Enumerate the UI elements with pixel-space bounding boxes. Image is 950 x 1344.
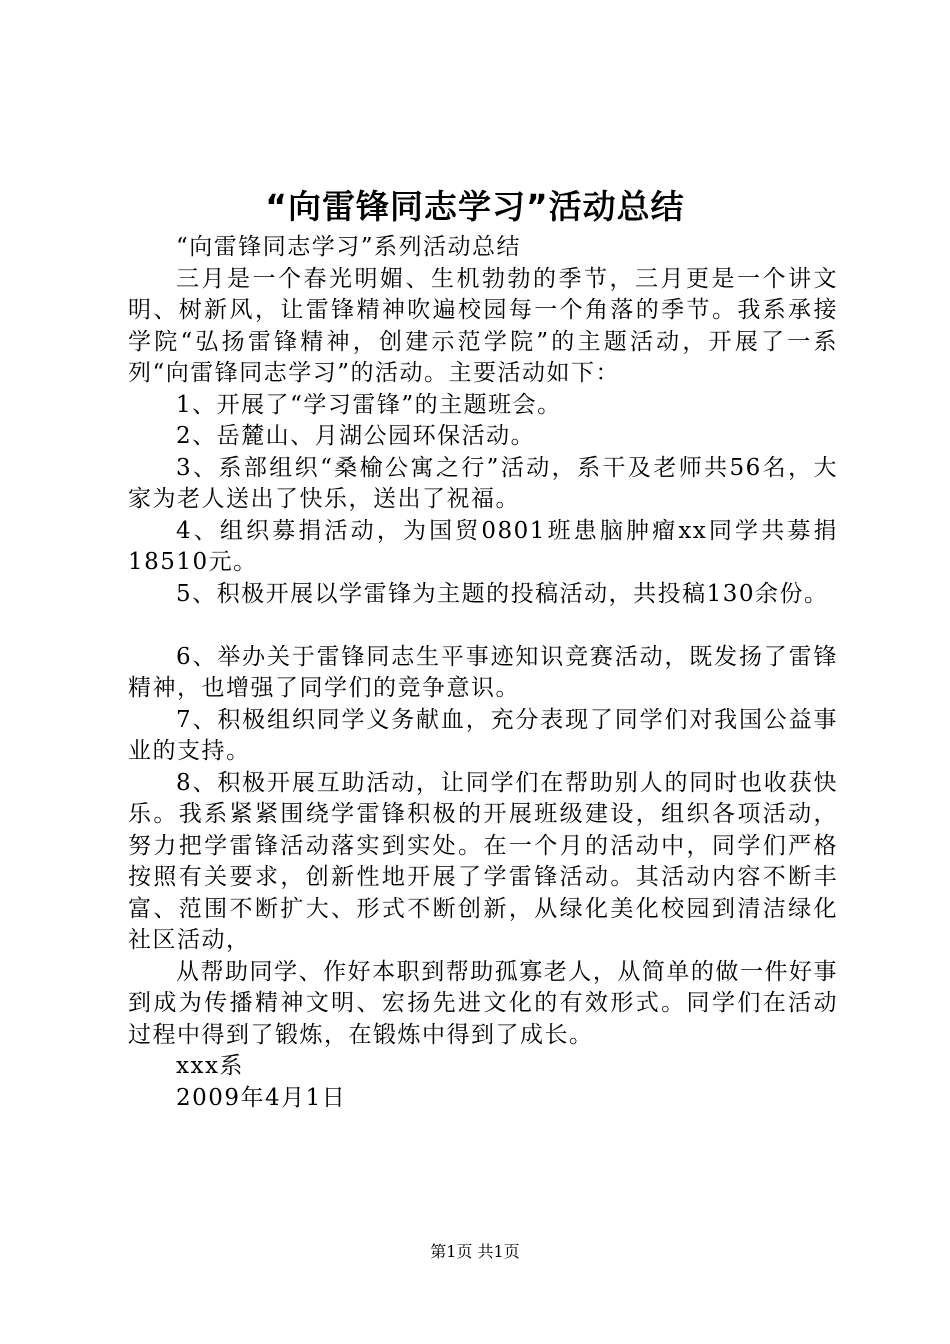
list-item: 8、积极开展互助活动，让同学们在帮助别人的同时也收获快乐。我系紧紧围绕学雷锋积极的开展班级建设，组织各项活动，努力把学雷锋活动落实到实处。在一个月的活动中，同学们严格按照有关要求，创新性地开展了学雷锋活动。其活动内容不断丰富、范围不断扩大、形式不断创新，从绿化美化校园到清洁绿化社区活动，	[128, 769, 838, 953]
signature-department: xxx系	[176, 1053, 244, 1079]
closing-paragraph: 从帮助同学、作好本职到帮助孤寡老人，从简单的做一件好事到成为传播精神文明、宏扬先进文化的有效形式。同学们在活动过程中得到了锻炼，在锻炼中得到了成长。	[128, 958, 838, 1048]
list-item: 1、开展了“学习雷锋”的主题班会。	[176, 391, 562, 418]
list-item: 2、岳麓山、月湖公园环保活动。	[176, 423, 536, 449]
list-item: 4、组织募捐活动，为国贸0801班患脑肿瘤xx同学共募捐18510元。	[128, 517, 838, 575]
list-item: 5、积极开展以学雷锋为主题的投稿活动，共投稿130余份。	[176, 580, 829, 607]
list-item: 7、积极组织同学义务献血，充分表现了同学们对我国公益事业的支持。	[128, 706, 838, 764]
list-item: 6、举办关于雷锋同志生平事迹知识竞赛活动，既发扬了雷锋精神，也增强了同学们的竞争意识。	[128, 643, 838, 701]
list-item: 3、系部组织“桑榆公寓之行”活动，系干及老师共56名，大家为老人送出了快乐，送出了祝福。	[128, 454, 838, 512]
subtitle-paragraph: “向雷锋同志学习”系列活动总结	[176, 234, 522, 260]
page-number-footer: 第1页 共1页	[430, 1242, 520, 1261]
document-title: “向雷锋同志学习”活动总结	[265, 187, 685, 226]
intro-paragraph: 三月是一个春光明媚、生机勃勃的季节，三月更是一个讲文明、树新风，让雷锋精神吹遍校园每一个角落的季节。我系承接学院“弘扬雷锋精神，创建示范学院”的主题活动，开展了一系列“向雷锋同志学习”的活动。主要活动如下：	[128, 265, 838, 386]
signature-date: 2009年4月1日	[176, 1084, 347, 1111]
document-body	[128, 232, 838, 1114]
paragraph-spacer	[128, 610, 838, 642]
